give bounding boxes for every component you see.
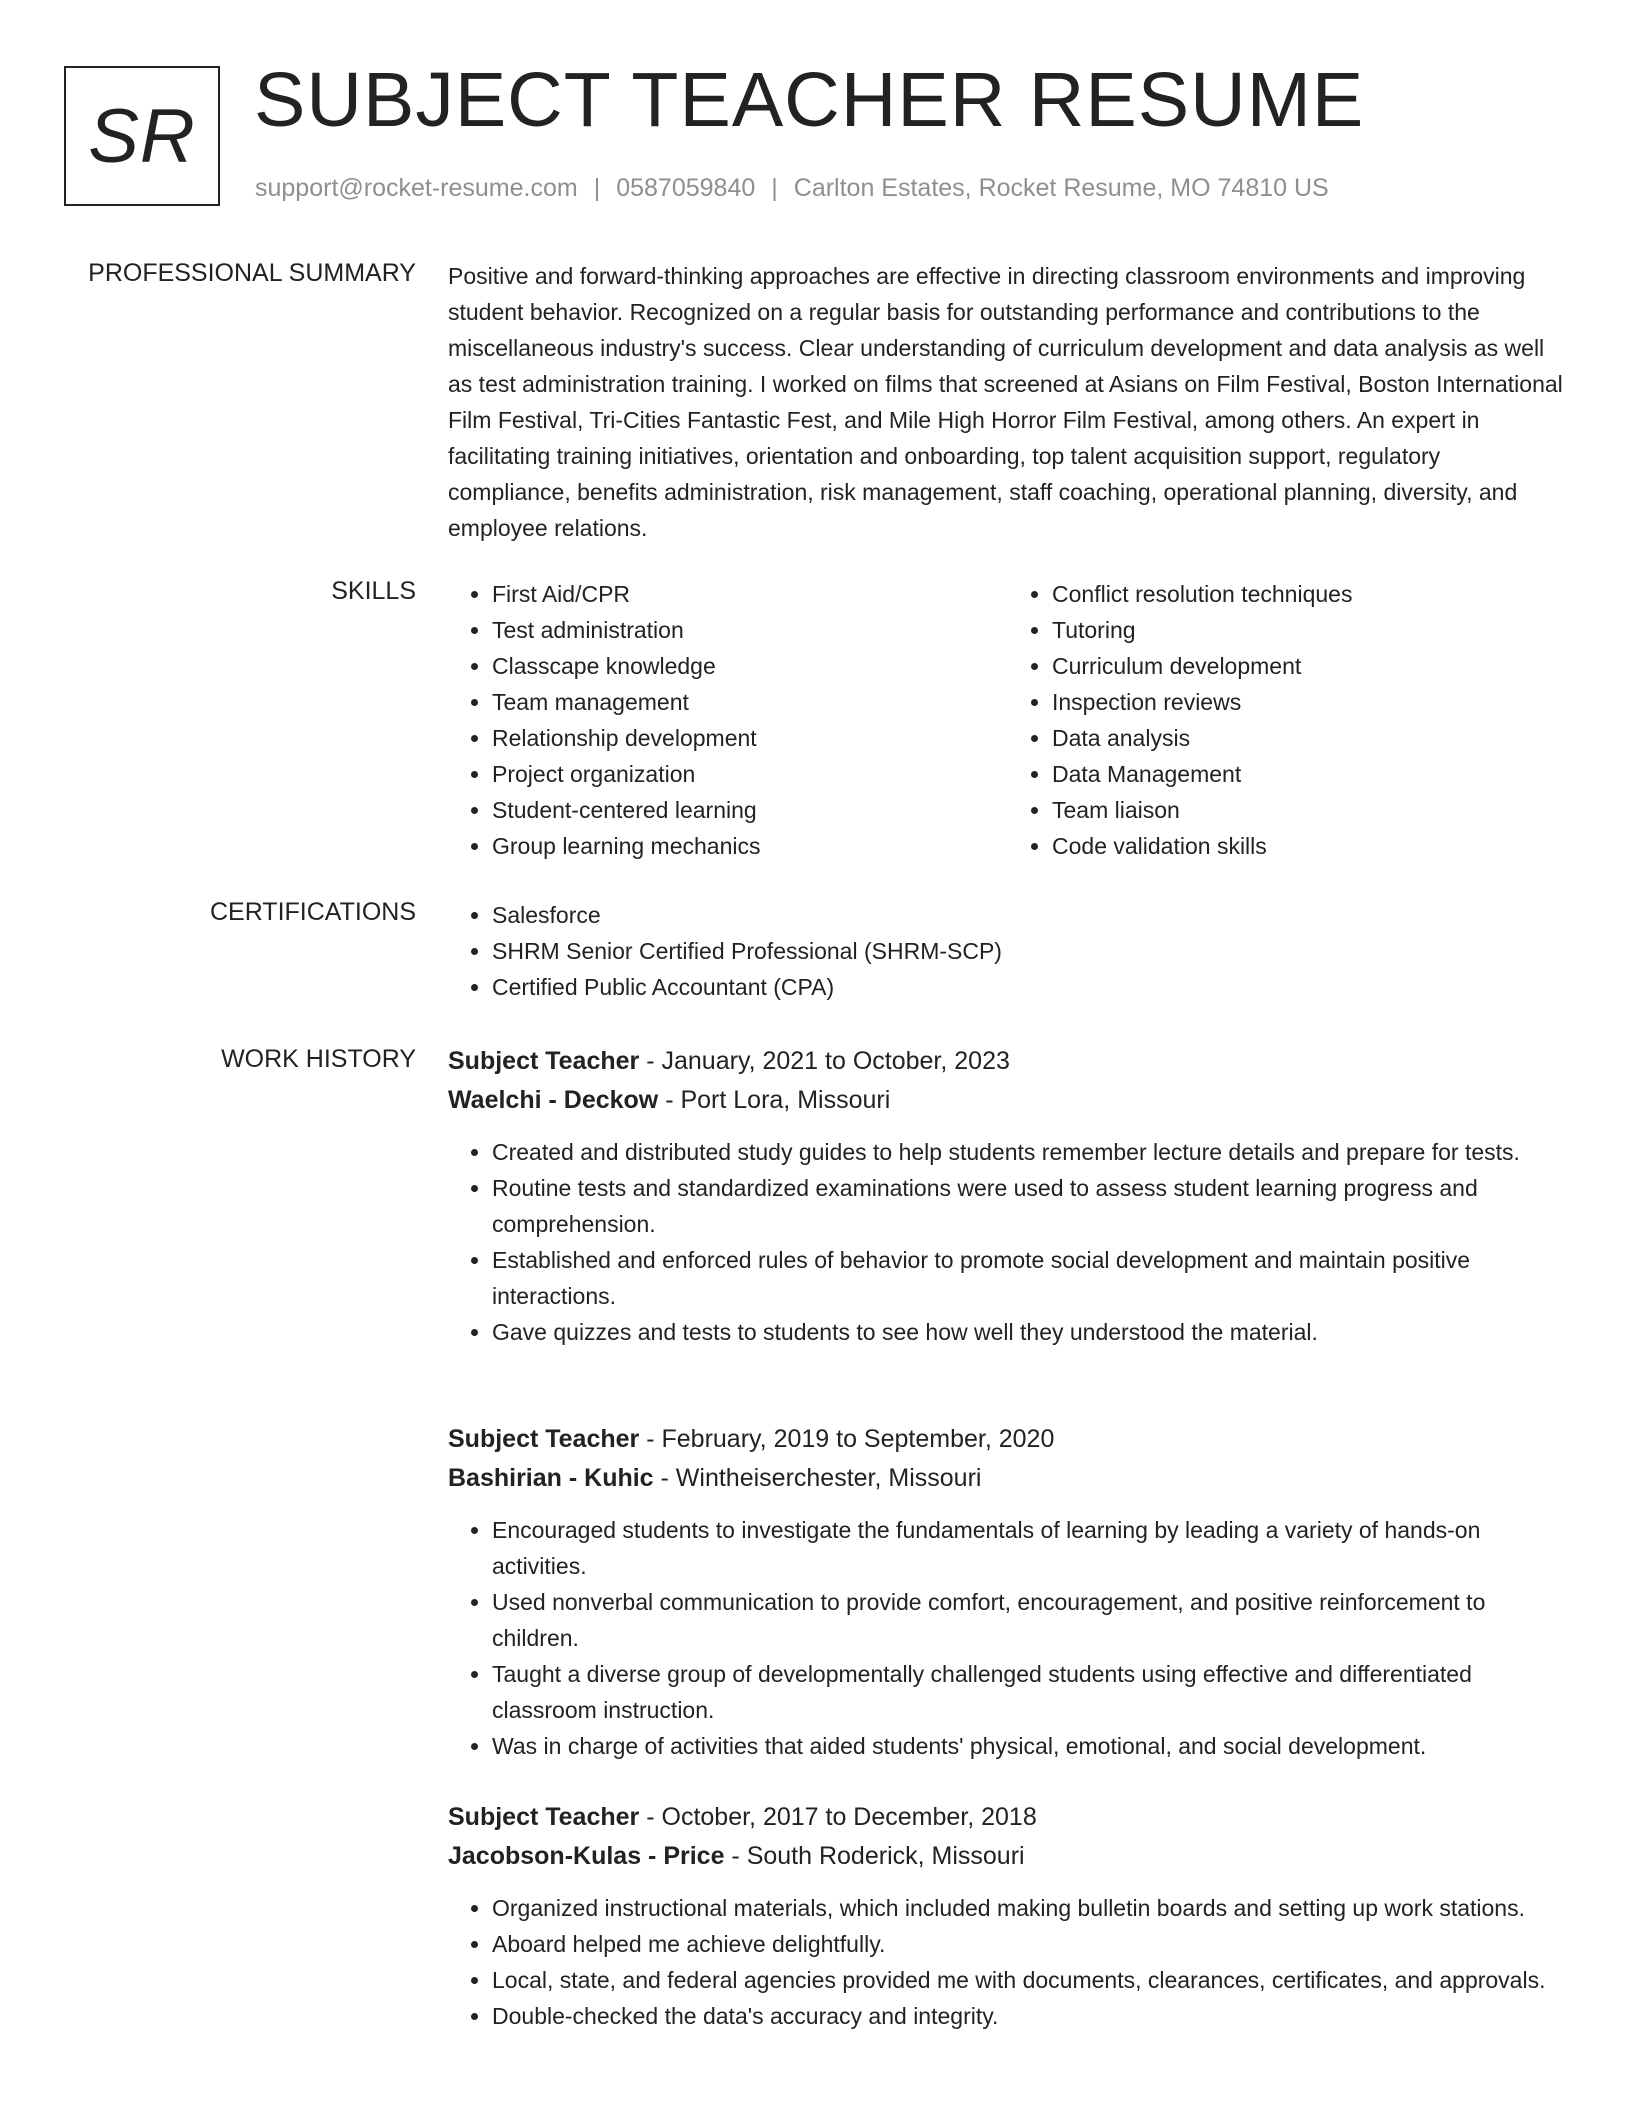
- job-bullet: • Gave quizzes and tests to students to see how well they understood the material.: [492, 1314, 1568, 1350]
- certification-item: • Certified Public Accountant (CPA): [492, 969, 1568, 1005]
- contact-email: support@rocket-resume.com: [255, 174, 578, 202]
- certification-item: • Salesforce: [492, 897, 1568, 933]
- job-entry: [448, 1420, 1568, 1764]
- section-label-work-history: WORK HISTORY: [221, 1045, 416, 1073]
- job-role: Subject Teacher: [448, 1425, 640, 1453]
- job-bullet: • Double-checked the data's accuracy and integrity.: [492, 1998, 1568, 2034]
- skill-item: • Test administration: [492, 612, 1008, 648]
- skill-item: • Project organization: [492, 756, 1008, 792]
- section-label-certifications: CERTIFICATIONS: [209, 898, 416, 926]
- contact-phone: 0587059840: [616, 174, 756, 202]
- section-label-summary: PROFESSIONAL SUMMARY: [88, 259, 416, 287]
- job-location: - South Roderick, Missouri: [724, 1842, 1025, 1870]
- skills-list-left: [448, 576, 1008, 864]
- skill-item: • Code validation skills: [1052, 828, 1568, 864]
- skill-item: • Classcape knowledge: [492, 648, 1008, 684]
- skill-item: • Relationship development: [492, 720, 1008, 756]
- contact-separator: |: [771, 174, 778, 202]
- skills-list-right: [1008, 576, 1568, 864]
- job-location: - Port Lora, Missouri: [658, 1086, 891, 1114]
- job-bullet: • Aboard helped me achieve delightfully.: [492, 1926, 1568, 1962]
- skill-item: • Team management: [492, 684, 1008, 720]
- skill-item: • Group learning mechanics: [492, 828, 1008, 864]
- job-company: Waelchi - Deckow: [448, 1086, 659, 1114]
- skill-item: • Data analysis: [1052, 720, 1568, 756]
- page-title: SUBJECT TEACHER RESUME: [254, 57, 1365, 143]
- job-bullet: • Routine tests and standardized examinations were used to assess student learning progress and comprehension.: [492, 1170, 1568, 1242]
- job-role: Subject Teacher: [448, 1803, 640, 1831]
- job-location: - Wintheiserchester, Missouri: [653, 1464, 982, 1492]
- job-company: Bashirian - Kuhic: [448, 1464, 654, 1492]
- job-bullet: • Taught a diverse group of developmentally challenged students using effective and differentiated classroom instruction.: [492, 1656, 1568, 1728]
- job-company-line: [448, 1081, 1568, 1120]
- contact-line: [255, 174, 1329, 203]
- job-company-line: [448, 1459, 1568, 1498]
- skill-item: • Conflict resolution techniques: [1052, 576, 1568, 612]
- job-bullet: • Established and enforced rules of behavior to promote social development and maintain positive interactions.: [492, 1242, 1568, 1314]
- job-bullet: • Used nonverbal communication to provide comfort, encouragement, and positive reinforcement to children.: [492, 1584, 1568, 1656]
- monogram-box: [64, 66, 220, 206]
- job-title-line: [448, 1042, 1568, 1081]
- certification-item: • SHRM Senior Certified Professional (SHRM-SCP): [492, 933, 1568, 969]
- certifications-body: [448, 897, 1568, 1005]
- skill-item: • First Aid/CPR: [492, 576, 1008, 612]
- skill-item: • Data Management: [1052, 756, 1568, 792]
- job-dates: - October, 2017 to December, 2018: [639, 1803, 1037, 1831]
- job-company-line: [448, 1837, 1568, 1876]
- job-title-line: [448, 1798, 1568, 1837]
- skill-item: • Curriculum development: [1052, 648, 1568, 684]
- certifications-list: [448, 897, 1568, 1005]
- job-bullet: • Created and distributed study guides to help students remember lecture details and prepare for tests.: [492, 1134, 1568, 1170]
- job-title-line: [448, 1420, 1568, 1459]
- skill-item: • Inspection reviews: [1052, 684, 1568, 720]
- skills-columns: [448, 576, 1568, 864]
- section-label-skills: SKILLS: [331, 577, 416, 605]
- job-role: Subject Teacher: [448, 1047, 640, 1075]
- job-entry: [448, 1798, 1568, 2034]
- job-dates: - January, 2021 to October, 2023: [639, 1047, 1010, 1075]
- initials: SR: [88, 93, 196, 179]
- job-bullets: [448, 1134, 1568, 1350]
- contact-separator: |: [593, 174, 601, 202]
- job-entry: [448, 1042, 1568, 1350]
- skill-item: • Team liaison: [1052, 792, 1568, 828]
- job-bullet: • Organized instructional materials, which included making bulletin boards and setting up work stations.: [492, 1890, 1568, 1926]
- skill-item: • Tutoring: [1052, 612, 1568, 648]
- job-company: Jacobson-Kulas - Price: [448, 1842, 725, 1870]
- job-bullet: • Local, state, and federal agencies provided me with documents, clearances, certificates, and approvals.: [492, 1962, 1568, 1998]
- summary-text: Positive and forward-thinking approaches are effective in directing classroom environments and improving student behavior. Recognized on a regular basis for outstanding performance and contributions to the miscellaneous industry's success. Clear understanding of curriculum development and data analysis as well as test administration training. I worked on films that screened at Asians on Film Festival, Boston International Film Festival, Tri-Cities Fantastic Fest, and Mile High Horror Film Festival, among others. An expert in facilitating training initiatives, orientation and onboarding, top talent acquisition support, regulatory compliance, benefits administration, risk management, staff coaching, operational planning, diversity, and employee relations.: [448, 263, 1563, 541]
- job-bullet: • Was in charge of activities that aided students' physical, emotional, and social development.: [492, 1728, 1568, 1764]
- job-bullet: • Encouraged students to investigate the fundamentals of learning by leading a variety of hands-on activities.: [492, 1512, 1568, 1584]
- contact-address: Carlton Estates, Rocket Resume, MO 74810 US: [793, 174, 1329, 202]
- job-dates: - February, 2019 to September, 2020: [639, 1425, 1055, 1453]
- job-bullets: [448, 1512, 1568, 1764]
- skill-item: • Student-centered learning: [492, 792, 1008, 828]
- job-bullets: [448, 1890, 1568, 2034]
